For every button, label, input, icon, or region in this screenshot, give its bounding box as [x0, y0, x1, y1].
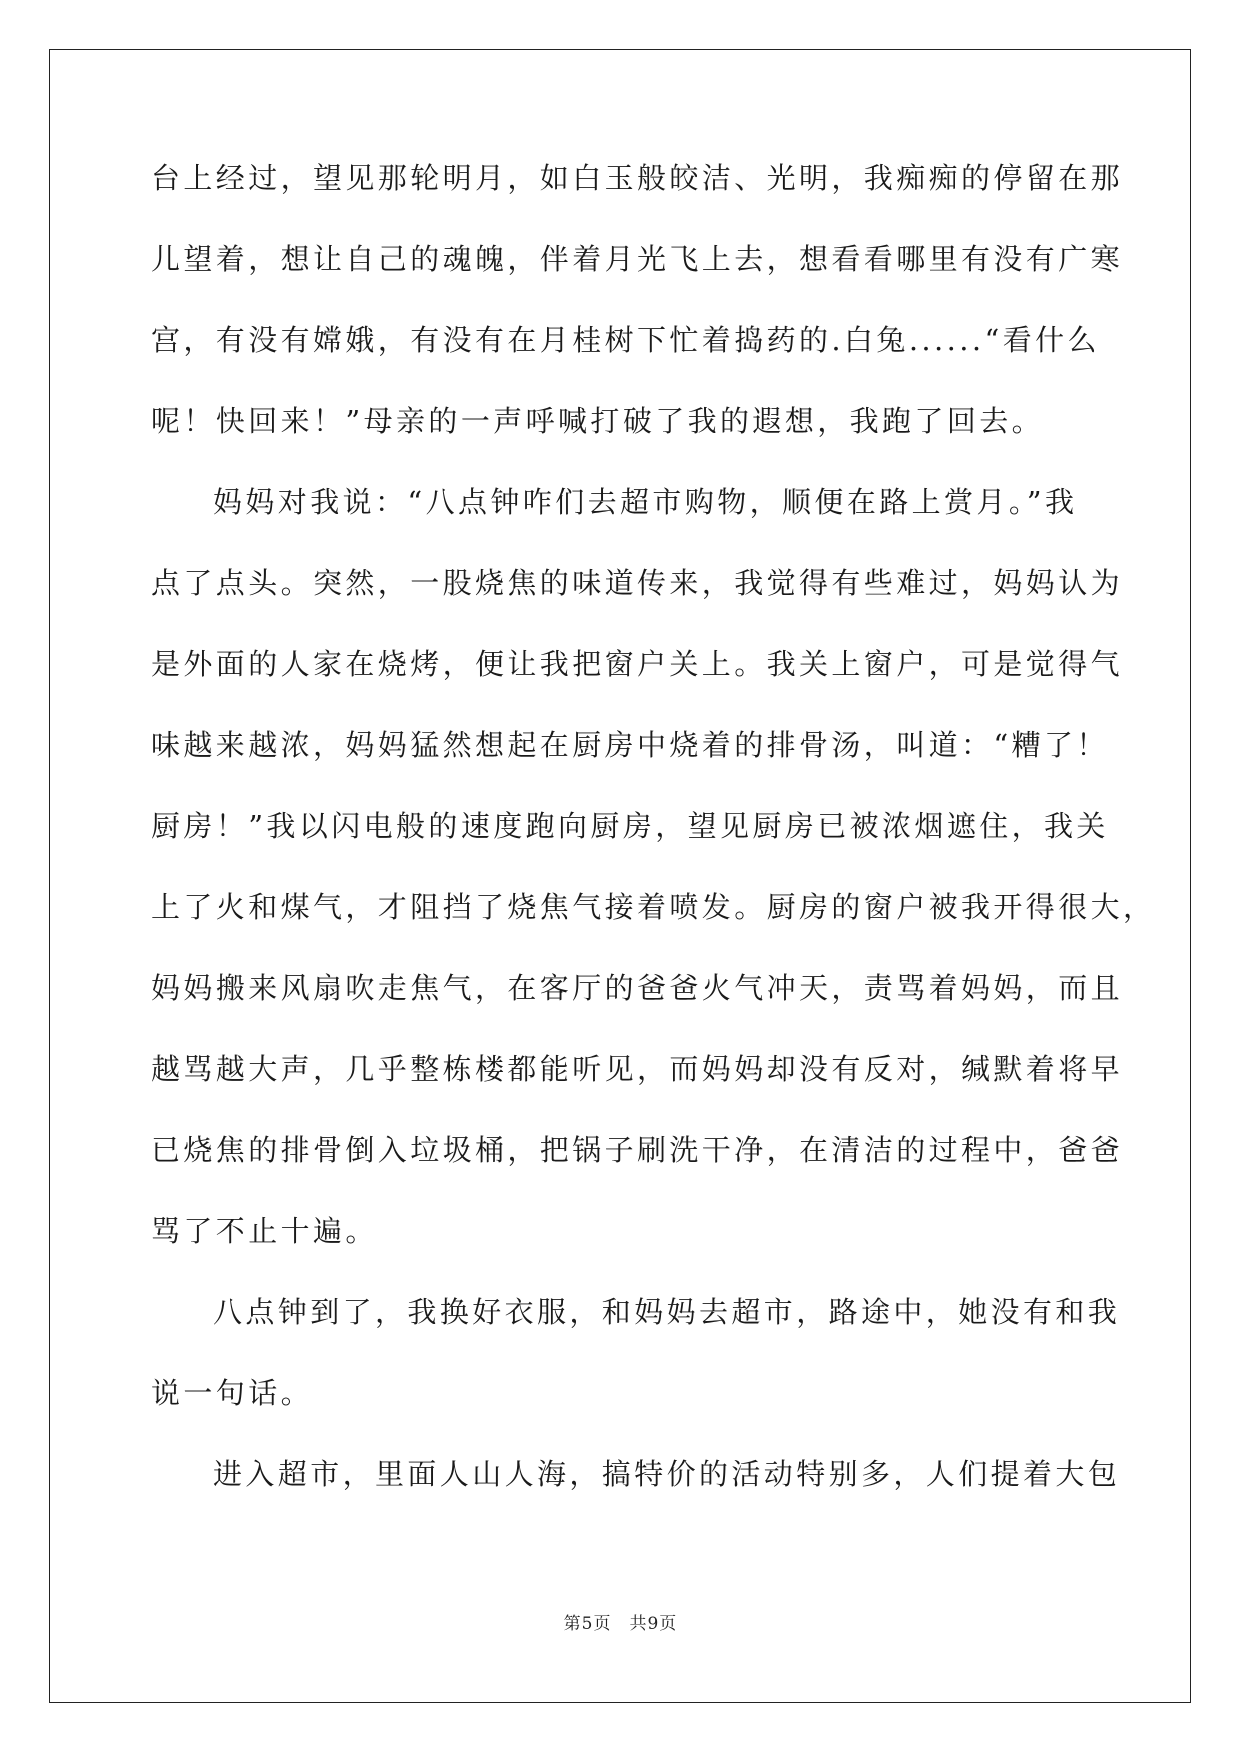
text-line: 点了点头。突然，一股烧焦的味道传来，我觉得有些难过，妈妈认为	[151, 566, 1124, 600]
text-line: 已烧焦的排骨倒入垃圾桶，把锅子刷洗干净，在清洁的过程中，爸爸	[151, 1133, 1124, 1167]
text-line: 上了火和煤气，才阻挡了烧焦气接着喷发。厨房的窗户被我开得很大，	[151, 890, 1156, 924]
text-line: 台上经过，望见那轮明月，如白玉般皎洁、光明，我痴痴的停留在那	[151, 161, 1124, 195]
document-body	[151, 158, 1156, 1535]
text-line: 味越来越浓，妈妈猛然想起在厨房中烧着的排骨汤，叫道：“糟了！	[151, 728, 1109, 762]
paragraph-start-line: 八点钟到了，我换好衣服，和妈妈去超市，路途中，她没有和我	[213, 1295, 1121, 1329]
text-line: 骂了不止十遍。	[151, 1214, 378, 1248]
paragraph-start-line: 妈妈对我说：“八点钟咋们去超市购物，顺便在路上赏月。”我	[213, 485, 1078, 519]
paragraph-start-line: 进入超市，里面人山人海，搞特价的活动特别多，人们提着大包	[213, 1457, 1121, 1491]
text-line: 儿望着，想让自己的魂魄，伴着月光飞上去，想看看哪里有没有广寒	[151, 242, 1124, 276]
text-line: 宫，有没有嫦娥，有没有在月桂树下忙着捣药的.白兔......“看什么	[151, 323, 1100, 357]
text-line: 厨房！”我以闪电般的速度跑向厨房，望见厨房已被浓烟遮住，我关	[151, 809, 1109, 843]
text-line: 是外面的人家在烧烤，便让我把窗户关上。我关上窗户，可是觉得气	[151, 647, 1124, 681]
text-line: 说一句话。	[151, 1376, 314, 1410]
page-number-footer: 第5页 共9页	[563, 1614, 678, 1634]
text-line: 呢！快回来！”母亲的一声呼喊打破了我的遐想，我跑了回去。	[151, 404, 1045, 438]
text-line: 越骂越大声，几乎整栋楼都能听见，而妈妈却没有反对，缄默着将早	[151, 1052, 1124, 1086]
text-line: 妈妈搬来风扇吹走焦气，在客厅的爸爸火气冲天，责骂着妈妈，而且	[151, 971, 1124, 1005]
